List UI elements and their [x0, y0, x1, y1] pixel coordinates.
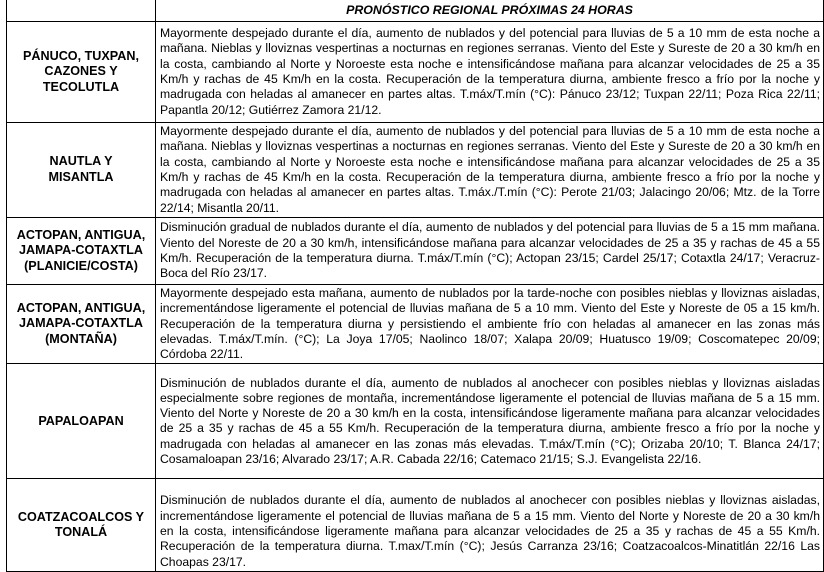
- region-label: NAUTLA Y MISANTLA: [48, 154, 114, 184]
- forecast-text: Disminución gradual de nublados durante el día, aumento de nublados y del potencial para lluvias de 5 a 15 mm mañana. Viento del Noreste de 20 a 30 km/h, intensificándose mañana para alcanzar velocidades de 25 a 35 y rachas de 45 a 55 Km/h. Recuperación de la temperatura diurna. T.máx/T.mín (°C); Actopan 23/15; Cardel 25/17; Cotaxtla 24/17; Veracruz-Boca del Río 23/17.: [156, 218, 824, 285]
- forecast-text: Disminución de nublados durante el día, aumento de nublados al anochecer con posibles nieblas y lloviznas aisladas, incrementándose ligeramente el potencial de lluvias mañana de 5 a 15 mm. Viento del Norte y Noreste de 20 a 30 km/h en la costa, intensificándose ligeramente mañana para alcanzar velocidades de 25 a 35 y rachas de 45 a 55 Km/h. Recuperación de la temperatura diurna. T.max/T.mín (°C); Jesús Carranza 23/16; Coatzacoalcos-Minatitlán 22/16 Las Choapas 23/17.: [156, 479, 824, 571]
- region-label: ACTOPAN, ANTIGUA, JAMAPA-COTAXTLA (MONTAÑA): [16, 300, 146, 347]
- header-empty-cell: [7, 0, 156, 22]
- region-label: ACTOPAN, ANTIGUA, JAMAPA-COTAXTLA (PLANICIE/COSTA): [16, 227, 146, 273]
- forecast-text: Disminución de nublados durante el día, aumento de nublados al anochecer con posibles nieblas y lloviznas aisladas especialmente sobre regiones de montaña, incrementándose ligeramente el potencial de lluvias mañana de 5 a 15 mm. Viento del Norte y Noreste de 20 a 30 km/h en la costa, intensificándose ligeramente mañana para alcanzar velocidades de 25 a 35 y rachas de 45 a 55 Km/h. Recuperación de la temperatura diurna, ambiente fresco a frío por la noche y madrugada con heladas al amanecer en las zonas más elevadas. T.máx/T.mín (°C); Orizaba 20/10; T. Blanca 24/17; Cosamaloapan 23/16; Alvarado 23/17; A.R. Cabada 22/16; Catemaco 21/15; S.J. Evangelista 22/16.: [156, 364, 824, 479]
- region-name: [7, 218, 156, 285]
- forecast-row-papaloapan: [7, 364, 824, 479]
- forecast-text: Mayormente despejado durante el día, aumento de nublados y del potencial para lluvias de 5 a 10 mm de esta noche a mañana. Nieblas y lloviznas vespertinas a nocturnas en regiones serranas. Viento del Este y Sureste de 20 a 30 km/h en la costa, cambiando al Norte y Noroeste esta noche e intensificándose mañana para alcanzar velocidades de 25 a 35 Km/h y rachas de 45 Km/h en la costa. Recuperación de la temperatura diurna, ambiente fresco a frío por la noche y madrugada con heladas al amanecer en partes altas. T.máx./T.mín (°C): Perote 21/03; Jalacingo 20/06; Mtz. de la Torre 22/14; Misantla 20/11.: [156, 123, 824, 218]
- forecast-row-actopan-montana: [7, 285, 824, 364]
- forecast-row-nautla: [7, 123, 824, 218]
- region-name: [7, 22, 156, 123]
- forecast-header-title: PRONÓSTICO REGIONAL PRÓXIMAS 24 HORAS: [156, 0, 824, 22]
- forecast-text: Mayormente despejado esta mañana, aumento de nublados por la tarde-noche con posibles nieblas y lloviznas aisladas, incrementándose ligeramente el potencial de lluvias mañana de 5 a 10 mm. Viento del Este y Noreste de 05 a 15 km/h. Recuperación de la temperatura diurna y persistiendo el ambiente frío con heladas al amanecer en las zonas más elevadas. T.máx/T.mín. (°C); La Joya 17/05; Naolinco 18/07; Xalapa 20/09; Huatusco 19/09; Coscomatepec 20/09; Córdoba 22/11.: [156, 285, 824, 364]
- table-header-row: [7, 0, 824, 22]
- forecast-row-coatzacoalcos: [7, 479, 824, 571]
- forecast-row-panuco: [7, 22, 824, 123]
- region-label: PAPALOAPAN: [38, 413, 124, 428]
- forecast-row-actopan-costa: [7, 218, 824, 285]
- region-label: PÁNUCO, TUXPAN, CAZONES Y TECOLUTLA: [23, 48, 139, 94]
- region-name: [7, 285, 156, 364]
- region-label: COATZACOALCOS Y TONALÁ: [17, 509, 145, 540]
- forecast-text: Mayormente despejado durante el día, aumento de nublados y del potencial para lluvias de 5 a 10 mm de esta noche a mañana. Nieblas y lloviznas vespertinas a nocturnas en regiones serranas. Viento del Este y Sureste de 20 a 30 km/h en la costa, cambiando al Norte y Noroeste esta noche e intensificándose mañana para alcanzar velocidades de 25 a 35 Km/h y rachas de 45 Km/h en la costa. Recuperación de la temperatura diurna, ambiente fresco a frío por la noche y madrugada con heladas al amanecer en partes altas. T.máx/T.mín (°C): Pánuco 23/12; Tuxpan 22/11; Poza Rica 22/11; Papantla 20/12; Gutiérrez Zamora 21/12.: [156, 22, 824, 123]
- regional-forecast-table: [6, 0, 824, 572]
- region-name: [7, 479, 156, 571]
- region-name: [7, 364, 156, 479]
- region-name: [7, 123, 156, 218]
